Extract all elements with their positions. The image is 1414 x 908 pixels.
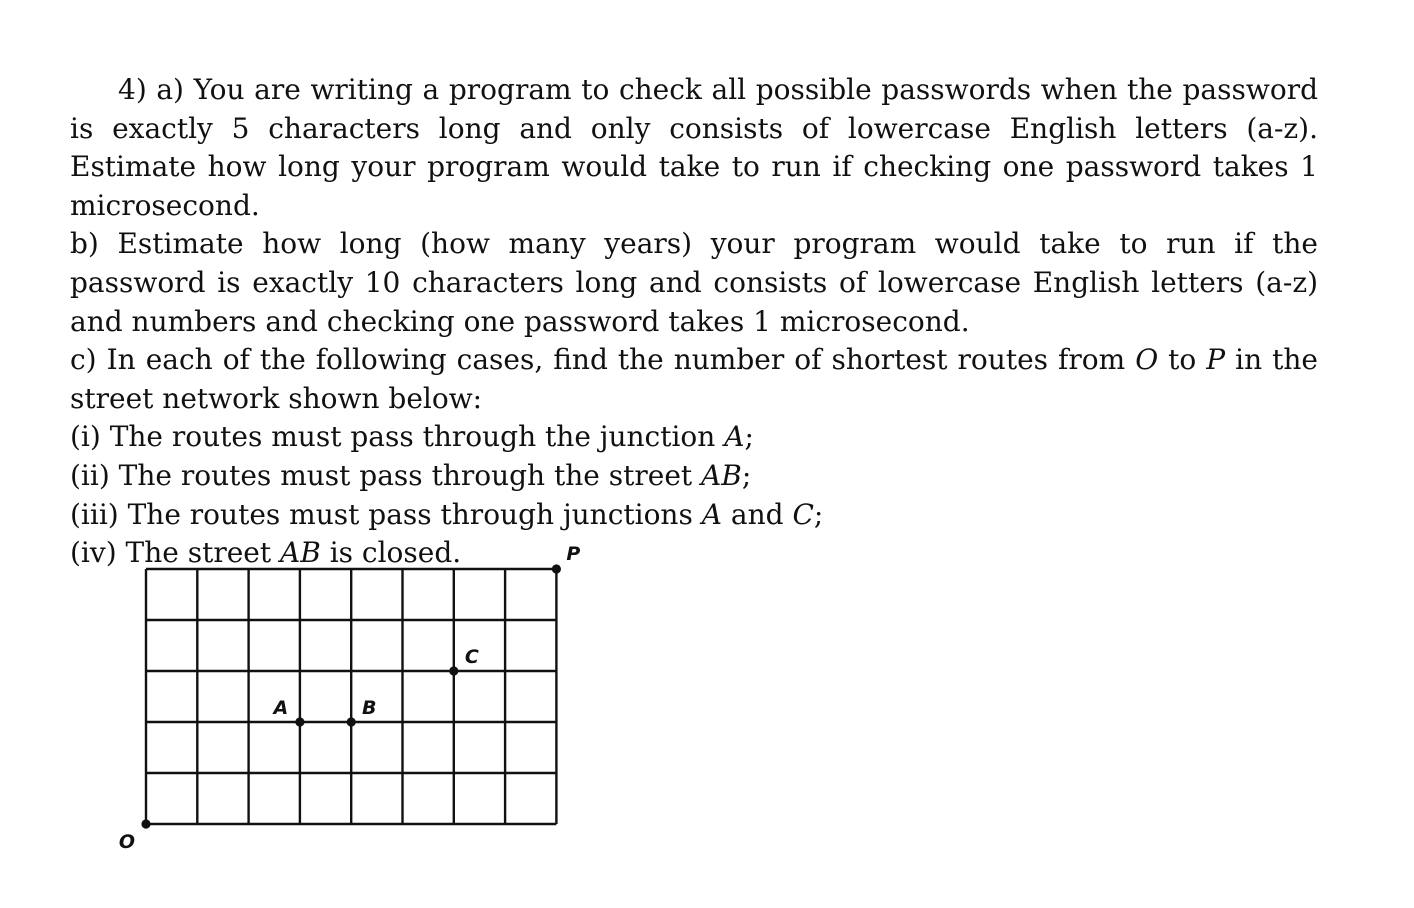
item-iv-text: (iv) The street: [70, 536, 280, 570]
item-iii: [70, 496, 1318, 535]
street-network-figure: [100, 530, 600, 864]
junction-b-dot: [347, 717, 356, 726]
item-ii-var-ab: AB: [701, 458, 742, 492]
item-iii-var-c: C: [792, 497, 814, 531]
item-iv-end: is closed.: [320, 536, 462, 570]
junction-b-label: B: [361, 697, 377, 719]
part-b: [70, 225, 1318, 341]
problem-text: [70, 71, 1318, 573]
part-a-text: 4) a) You are writing a program to check all possible passwords when the password is exactly 5 characters long and only consists of lowercase English letters (a-z). Estimate how long your program would take to run if checking one password takes 1 microsecond.: [70, 73, 1318, 222]
part-a: [70, 71, 1318, 225]
item-ii-text: (ii) The routes must pass through the street: [70, 458, 702, 492]
junction-p-dot: [552, 564, 561, 573]
item-iii-end: ;: [813, 497, 824, 531]
item-i: [70, 418, 1318, 457]
item-iii-and: and: [721, 497, 793, 531]
junction-a-label: A: [273, 697, 289, 719]
var-o: O: [1135, 343, 1159, 377]
item-iii-text: (iii) The routes must pass through junctions: [70, 497, 702, 531]
var-p: P: [1206, 343, 1226, 377]
junction-o-label: O: [118, 831, 136, 853]
street-grid: [100, 530, 600, 860]
item-iii-var-a: A: [701, 497, 722, 531]
item-i-text: (i) The routes must pass through the junction: [70, 420, 725, 454]
item-iv-var-ab: AB: [280, 536, 321, 570]
junction-o-dot: [141, 819, 150, 828]
part-c: [70, 341, 1318, 418]
junction-p-label: P: [566, 543, 581, 565]
junction-c-dot: [449, 666, 458, 675]
part-b-text: b) Estimate how long (how many years) your program would take to run if the password is exactly 10 characters long and consists of lowercase English letters (a-z) and numbers and checking one password takes 1 microsecond.: [70, 227, 1318, 338]
item-ii-end: ;: [741, 458, 752, 492]
item-ii: [70, 457, 1318, 496]
part-c-text-3: in the street network shown below:: [70, 343, 1318, 415]
item-i-var-a: A: [724, 420, 745, 454]
item-i-end: ;: [744, 420, 754, 454]
part-c-text-1: c) In each of the following cases, find the number of shortest routes from: [70, 343, 1136, 377]
junction-c-label: C: [464, 646, 479, 668]
junction-a-dot: [295, 717, 304, 726]
part-c-text-2: to: [1158, 343, 1207, 377]
